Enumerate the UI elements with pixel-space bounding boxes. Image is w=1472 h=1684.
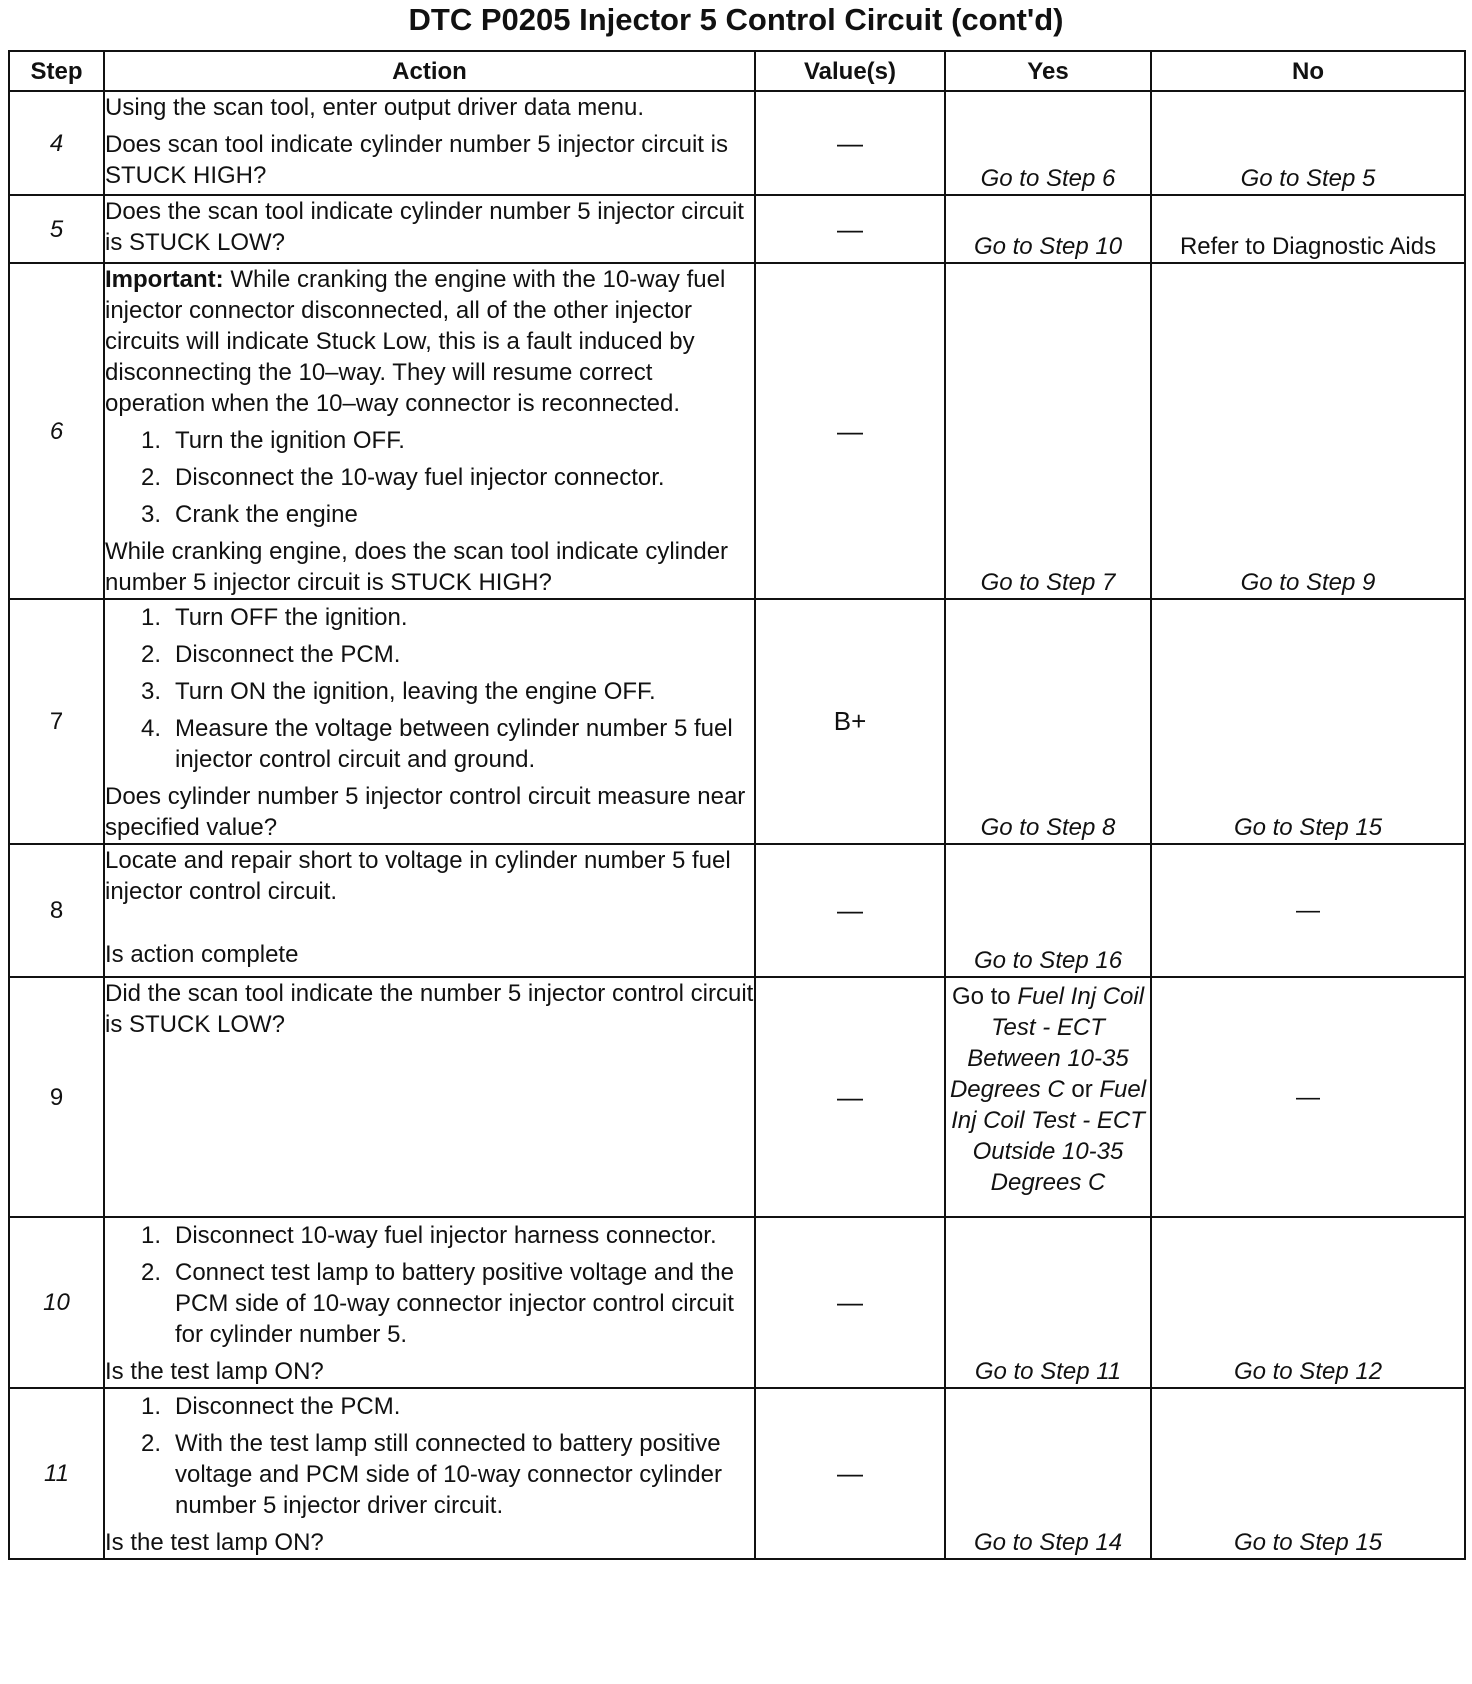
table-row: [9, 263, 1465, 599]
value-cell: —: [755, 263, 945, 599]
action-question: Did the scan tool indicate the number 5 injector control circuit is STUCK LOW?: [105, 980, 754, 1038]
header-yes: Yes: [945, 51, 1151, 91]
procedure-list: [105, 1391, 754, 1521]
action-cell: [104, 91, 755, 195]
procedure-list: [105, 425, 754, 530]
step-number: 9: [9, 977, 104, 1217]
list-item: 3. Turn ON the ignition, leaving the engine OFF.: [141, 678, 656, 705]
value-cell: —: [755, 977, 945, 1217]
table-row: [9, 91, 1465, 195]
action-text: Using the scan tool, enter output driver data menu.: [105, 94, 644, 121]
no-cell: Go to Step 15: [1151, 1388, 1465, 1559]
list-item: 4. Measure the voltage between cylinder number 5 fuel injector control circuit and ground.: [141, 715, 733, 773]
diagnostic-table: [8, 50, 1466, 1560]
list-item: 1. Disconnect 10-way fuel injector harness connector.: [141, 1222, 717, 1249]
step-number: 5: [9, 195, 104, 263]
table-row: [9, 977, 1465, 1217]
action-question: Does the scan tool indicate cylinder number 5 injector circuit is STUCK LOW?: [105, 198, 744, 256]
no-cell: —: [1151, 977, 1465, 1217]
list-item: 1. Turn the ignition OFF.: [141, 427, 405, 454]
action-question: Is the test lamp ON?: [105, 1529, 324, 1556]
value-cell: —: [755, 91, 945, 195]
step-number: 10: [9, 1217, 104, 1388]
fuel-inj-coil-test-outside-link[interactable]: Fuel Inj Coil Test - ECT Outside 10-35 Degrees C: [951, 1076, 1147, 1196]
table-row: [9, 844, 1465, 977]
action-cell: [104, 1388, 755, 1559]
action-cell: [104, 1217, 755, 1388]
action-cell: [104, 195, 755, 263]
list-item: 2. With the test lamp still connected to battery positive voltage and PCM side of 10-way connector cylinder number 5 injector driver circuit.: [141, 1430, 722, 1519]
list-item: 2. Connect test lamp to battery positive voltage and the PCM side of 10-way connector injector control circuit for cylinder number 5.: [141, 1259, 734, 1348]
list-item: 1. Disconnect the PCM.: [141, 1393, 401, 1420]
action-cell: [104, 263, 755, 599]
action-question: Does scan tool indicate cylinder number 5 injector circuit is STUCK HIGH?: [105, 131, 728, 189]
yes-cell: Go to Step 8: [945, 599, 1151, 844]
header-action: Action: [104, 51, 755, 91]
header-values: Value(s): [755, 51, 945, 91]
table-row: [9, 1388, 1465, 1559]
yes-or: or: [1071, 1076, 1093, 1103]
list-item: 1. Turn OFF the ignition.: [141, 604, 408, 631]
step-number: 6: [9, 263, 104, 599]
table-header-row: [9, 51, 1465, 91]
value-cell: —: [755, 1217, 945, 1388]
yes-cell: Go to Step 10: [945, 195, 1151, 263]
value-cell: —: [755, 844, 945, 977]
value-cell: B+: [755, 599, 945, 844]
fuel-inj-coil-test-between-link[interactable]: Fuel Inj Coil Test - ECT Between 10-35 Degrees C: [949, 983, 1145, 1103]
action-text: Locate and repair short to voltage in cylinder number 5 fuel injector control circuit.: [105, 847, 731, 905]
table-row: [9, 1217, 1465, 1388]
step-number: 8: [9, 844, 104, 977]
table-row: [9, 599, 1465, 844]
list-item: 2. Disconnect the PCM.: [141, 641, 401, 668]
important-label: Important:: [105, 266, 224, 293]
action-question: Is the test lamp ON?: [105, 1358, 324, 1385]
value-cell: —: [755, 1388, 945, 1559]
important-note: [105, 264, 754, 419]
list-item: 2. Disconnect the 10-way fuel injector connector.: [141, 464, 665, 491]
procedure-list: [105, 602, 754, 775]
header-no: No: [1151, 51, 1465, 91]
yes-cell: Go to Step 7: [945, 263, 1151, 599]
action-cell: [104, 599, 755, 844]
step-number: 7: [9, 599, 104, 844]
action-cell: [104, 977, 755, 1217]
value-cell: —: [755, 195, 945, 263]
no-cell: Go to Step 9: [1151, 263, 1465, 599]
action-cell: [104, 844, 755, 977]
yes-cell: Go to Step 16: [945, 844, 1151, 977]
yes-cell: Go to Step 14: [945, 1388, 1151, 1559]
no-cell: Go to Step 5: [1151, 91, 1465, 195]
important-text: While cranking the engine with the 10-way fuel injector connector disconnected, all of the other injector circuits will indicate Stuck Low, this is a fault induced by disconnecting the 10–way. They will resume correct operation when the 10–way connector is reconnected.: [105, 266, 726, 417]
yes-cell: [945, 977, 1151, 1217]
no-cell: Go to Step 15: [1151, 599, 1465, 844]
yes-cell: Go to Step 6: [945, 91, 1151, 195]
list-item: 3. Crank the engine: [141, 501, 358, 528]
action-question: While cranking engine, does the scan tool indicate cylinder number 5 injector circuit is STUCK HIGH?: [105, 538, 729, 596]
action-question: Does cylinder number 5 injector control circuit measure near specified value?: [105, 783, 746, 841]
no-cell: Go to Step 12: [1151, 1217, 1465, 1388]
procedure-list: [105, 1220, 754, 1350]
step-number: 4: [9, 91, 104, 195]
yes-cell: Go to Step 11: [945, 1217, 1151, 1388]
yes-go-to: Go to: [951, 983, 1011, 1010]
step-number: 11: [9, 1388, 104, 1559]
header-step: Step: [9, 51, 104, 91]
action-question: Is action complete: [105, 941, 299, 968]
no-cell: Refer to Diagnostic Aids: [1151, 195, 1465, 263]
table-row: [9, 195, 1465, 263]
no-cell: —: [1151, 844, 1465, 977]
page-title: DTC P0205 Injector 5 Control Circuit (cont'd): [408, 2, 1064, 37]
